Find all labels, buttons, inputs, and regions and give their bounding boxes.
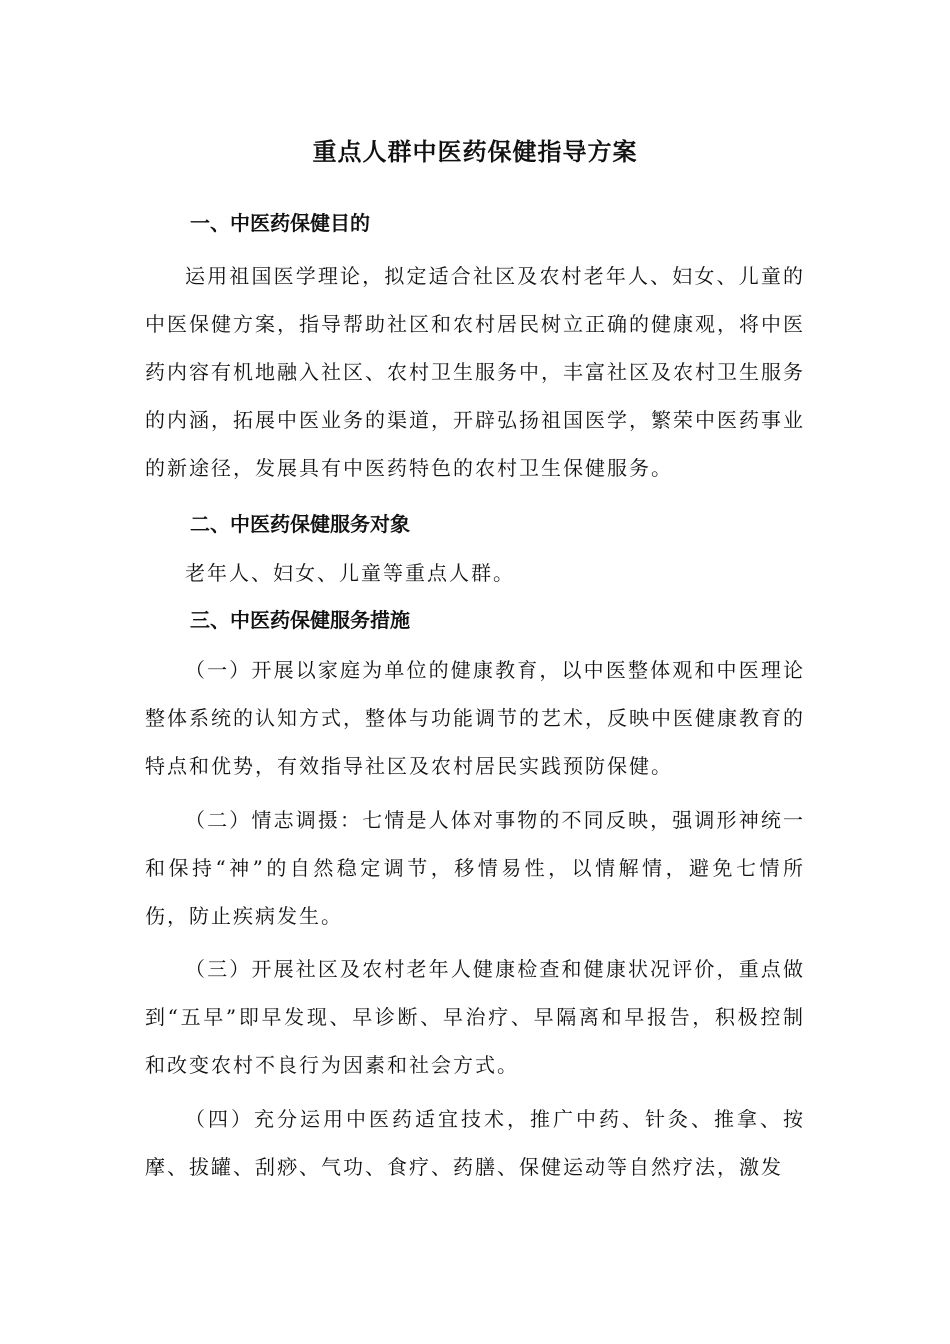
- section-body-targets: 老年人、妇女、儿童等重点人群。: [185, 561, 515, 585]
- measure-item-4: （四）充分运用中医药适宜技术，推广中药、针灸、推拿、按摩、拔罐、刮痧、气功、食疗、药膳、保健运动等自然疗法，激发: [145, 1107, 805, 1179]
- section-heading-targets: 二、中医药保健服务对象: [190, 512, 410, 536]
- document-title: 重点人群中医药保健指导方案: [312, 138, 638, 166]
- section-heading-purpose: 一、中医药保健目的: [190, 211, 370, 235]
- section-heading-measures: 三、中医药保健服务措施: [190, 608, 410, 632]
- measure-item-1: （一）开展以家庭为单位的健康教育，以中医整体观和中医理论整体系统的认知方式，整体与功能调节的艺术，反映中医健康教育的特点和优势，有效指导社区及农村居民实践预防保健。: [145, 658, 805, 778]
- measure-item-2: （二）情志调摄：七情是人体对事物的不同反映，强调形神统一和保持“神”的自然稳定调节，移情易性，以情解情，避免七情所伤，防止疾病发生。: [145, 808, 805, 928]
- measure-item-3: （三）开展社区及农村老年人健康检查和健康状况评价，重点做到“五早”即早发现、早诊断、早治疗、早隔离和早报告，积极控制和改变农村不良行为因素和社会方式。: [145, 957, 805, 1077]
- section-body-purpose: 运用祖国医学理论，拟定适合社区及农村老年人、妇女、儿童的中医保健方案，指导帮助社区和农村居民树立正确的健康观，将中医药内容有机地融入社区、农村卫生服务中，丰富社区及农村卫生服务的内涵，拓展中医业务的渠道，开辟弘扬祖国医学，繁荣中医药事业的新途径，发展具有中医药特色的农村卫生保健服务。: [145, 264, 805, 480]
